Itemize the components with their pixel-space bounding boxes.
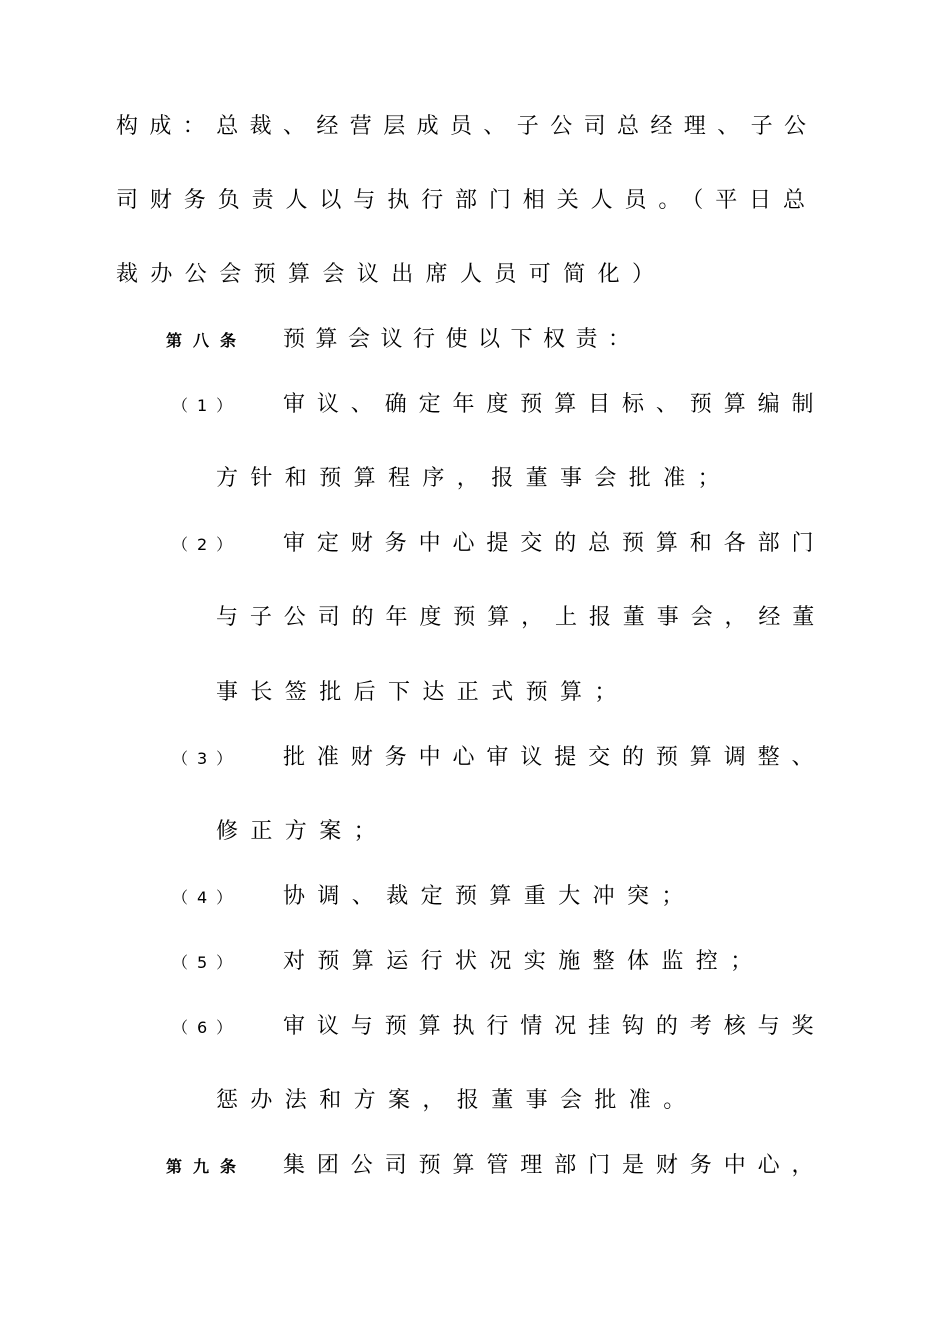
item-text: 审定财务中心提交的总预算和各部门 [283, 531, 826, 556]
item-number: （5） [172, 953, 242, 972]
article-label: 第九条 [166, 1157, 248, 1176]
item-continuation: 与子公司的年度预算，上报董事会，经董 [216, 605, 827, 630]
item-number: （2） [172, 535, 242, 554]
item-text: 审议与预算执行情况挂钩的考核与奖 [283, 1014, 826, 1039]
item-continuation: 方针和预算程序，报董事会批准； [216, 466, 733, 491]
item-text: 批准财务中心审议提交的预算调整、 [283, 745, 826, 770]
item-text: 对预算运行状况实施整体监控； [283, 949, 765, 974]
item-number: （6） [172, 1018, 242, 1037]
item-text: 协调、裁定预算重大冲突； [283, 884, 696, 909]
paragraph-line: 构成：总裁、经营层成员、子公司总经理、子公 [116, 114, 818, 139]
item-number: （3） [172, 749, 242, 768]
article-text: 集团公司预算管理部门是财务中心， [283, 1153, 826, 1178]
article-text: 预算会议行使以下权责： [283, 327, 641, 352]
item-continuation: 修正方案； [216, 819, 389, 844]
item-continuation: 惩办法和方案，报董事会批准。 [216, 1088, 698, 1113]
paragraph-line: 司财务负责人以与执行部门相关人员。（平日总 [116, 188, 817, 213]
item-text: 审议、确定年度预算目标、预算编制 [283, 392, 826, 417]
item-number: （1） [172, 396, 242, 415]
paragraph-line: 裁办公会预算会议出席人员可简化） [116, 262, 667, 287]
article-label: 第八条 [166, 331, 248, 350]
item-number: （4） [172, 888, 242, 907]
item-continuation: 事长签批后下达正式预算； [216, 680, 629, 705]
